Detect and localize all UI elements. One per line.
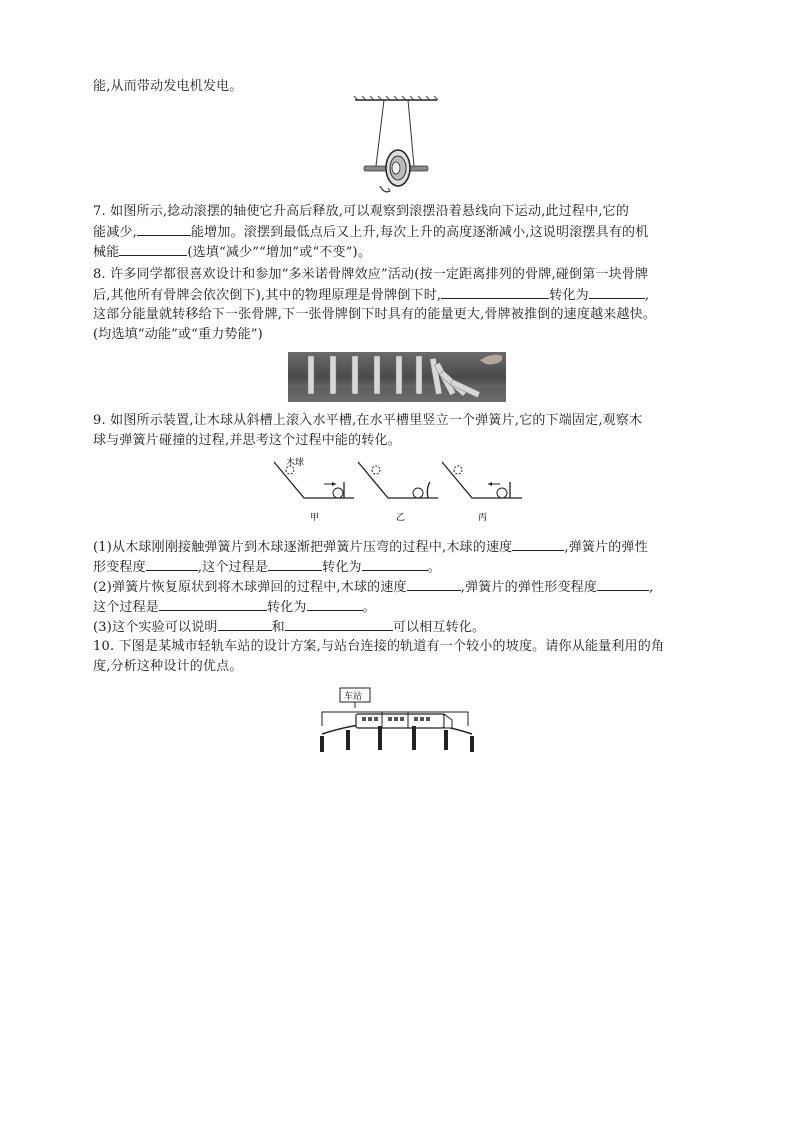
q8-blank-1[interactable] bbox=[441, 286, 549, 299]
q9-part1-line2: 形变程度 ,这个过程是 转化为 。 bbox=[93, 560, 441, 575]
q7-line1: 7. 如图所示,捻动滚摆的轴使它升高后释放,可以观察到滚摆沿着悬线向下运动,此过程中,它的 bbox=[93, 204, 630, 219]
q9-p1-blank-speed[interactable] bbox=[512, 538, 564, 551]
q9-p3-blank-1[interactable] bbox=[218, 618, 272, 631]
q9-part2-line2: 这个过程是 转化为 。 bbox=[93, 600, 376, 615]
q9-p3-blank-2[interactable] bbox=[285, 618, 393, 631]
caption-jia: 甲 bbox=[310, 513, 320, 523]
q7-blank-1[interactable] bbox=[137, 223, 191, 236]
ball-label: 木球 bbox=[286, 458, 305, 468]
q9-p1-blank-to[interactable] bbox=[362, 558, 428, 571]
q8-line2: 后,其他所有骨牌会依次倒下),其中的物理原理是骨牌倒下时, 转化为 , bbox=[93, 288, 650, 303]
intro-line: 能,从而带动发电机发电。 bbox=[93, 79, 243, 94]
q10-line2: 度,分析这种设计的优点。 bbox=[93, 659, 243, 674]
q9-p1-blank-deform[interactable] bbox=[146, 558, 198, 571]
q9-p2-blank-deform[interactable] bbox=[597, 578, 649, 591]
q10-line1: 10. 下图是某城市轻轨车站的设计方案,与站台连接的轨道有一个较小的坡度。请你从能量利用的角 bbox=[93, 639, 665, 654]
ball-spring-figure bbox=[266, 456, 528, 526]
q9-p1-blank-from[interactable] bbox=[268, 558, 322, 571]
q8-line4: (均选填“动能”或“重力势能”) bbox=[93, 327, 263, 342]
q7-blank-3[interactable] bbox=[119, 243, 187, 256]
caption-yi: 乙 bbox=[396, 513, 406, 523]
q9-p2-blank-speed[interactable] bbox=[407, 578, 461, 591]
q9-p2-blank-to[interactable] bbox=[307, 598, 363, 611]
station-label: 车站 bbox=[344, 692, 363, 702]
q8-line1: 8. 许多同学都很喜欢设计和参加“多米诺骨牌效应”活动(按一定距离排列的骨牌,碰倒第一块骨牌 bbox=[93, 267, 649, 282]
q8-blank-2[interactable] bbox=[589, 286, 645, 299]
light-rail-station-figure bbox=[318, 686, 476, 752]
q9-line2: 球与弹簧片碰撞的过程,并思考这个过程中能的转化。 bbox=[93, 433, 401, 448]
q9-part1-line1: (1)从木球刚刚接触弹簧片到木球逐渐把弹簧片压弯的过程中,木球的速度 ,弹簧片的弹性 bbox=[93, 540, 648, 555]
caption-bing: 丙 bbox=[478, 513, 488, 523]
q7-line3: 械能 (选填“减少”“增加”或“不变”)。 bbox=[93, 245, 372, 260]
q9-part3: (3)这个实验可以说明 和 可以相互转化。 bbox=[93, 620, 486, 635]
yo-yo-pendulum-figure bbox=[350, 96, 440, 196]
q9-line1: 9. 如图所示装置,让木球从斜槽上滚入水平槽,在水平槽里竖立一个弹簧片,它的下端固定,观察木 bbox=[93, 413, 643, 428]
q7-line2: 能减少, 能增加。滚摆到最低点后又上升,每次上升的高度逐渐减小,这说明滚摆具有的机 bbox=[93, 225, 649, 240]
q9-p2-blank-from[interactable] bbox=[159, 598, 267, 611]
q8-line3: 这部分能量就转移给下一张骨牌,下一张骨牌倒下时具有的能量更大,骨牌被推倒的速度越来越快。 bbox=[93, 307, 657, 322]
q9-part2-line1: (2)弹簧片恢复原状到将木球弹回的过程中,木球的速度 ,弹簧片的弹性形变程度 , bbox=[93, 580, 654, 595]
domino-photo bbox=[288, 352, 506, 402]
